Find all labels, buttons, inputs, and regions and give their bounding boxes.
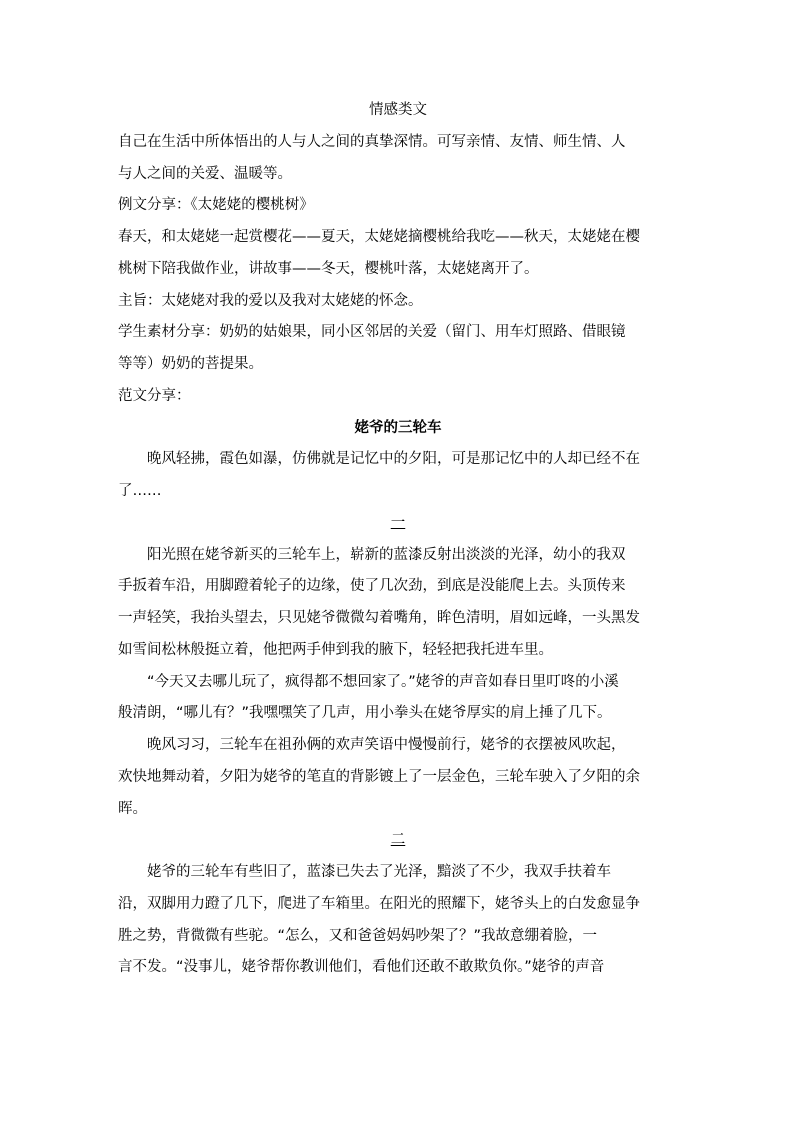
example-line-2: 桃树下陪我做作业，讲故事——冬天，樱桃叶落，太姥姥离开了。 — [118, 261, 539, 277]
section-marker-2-text: 二 — [390, 832, 406, 848]
section-marker-1 — [118, 513, 678, 533]
section-marker-2 — [118, 830, 678, 850]
section1-line-8: 欢快地舞动着，夕阳为姥爷的笔直的背影镀上了一层金色，三轮车驶入了夕阳的余 — [118, 769, 640, 785]
intro-line-2: 与人之间的关爱、温暖等。 — [118, 166, 292, 182]
section-title: 情感类文 — [369, 102, 427, 118]
section1-line-2: 手扳着车沿，用脚蹬着轮子的边缘，使了几次劲，到底是没能爬上去。头顶传来 — [118, 578, 626, 594]
theme-line: 主旨：太姥姥对我的爱以及我对太姥姥的怀念。 — [118, 293, 423, 309]
section1-line-9: 晖。 — [118, 801, 147, 817]
section1-line-6: 般清朗，“哪儿有？”我嘿嘿笑了几声，用小拳头在姥爷厚实的肩上捶了几下。 — [118, 705, 612, 721]
section1-line-7: 晚风习习，三轮车在祖孙俩的欢声笑语中慢慢前行，姥爷的衣摆被风吹起， — [118, 737, 626, 753]
example-line-1: 春天，和太姥姥一起赏樱花——夏天，太姥姥摘樱桃给我吃——秋天，太姥姥在樱 — [118, 229, 640, 245]
section1-line-1: 阳光照在姥爷新买的三轮车上，崭新的蓝漆反射出淡淡的光泽，幼小的我双 — [118, 547, 626, 563]
section2-line-3: 胜之势，背微微有些驼。“怎么，又和爸爸妈妈吵架了？”我故意绷着脸，一 — [118, 928, 598, 944]
section1-line-5: “今天又去哪儿玩了，疯得都不想回家了。”姥爷的声音如春日里叮咚的小溪 — [118, 674, 619, 690]
student-material-line-2: 等等）奶奶的菩提果。 — [118, 356, 263, 372]
section-marker-1-text: 一 — [390, 515, 406, 531]
essay-opening-line-1: 晚风轻拂，霞色如瀑，仿佛就是记忆中的夕阳，可是那记忆中的人却已经不在 — [118, 451, 640, 467]
section2-line-4: 言不发。“没事儿，姥爷帮你教训他们，看他们还敢不敢欺负你。”姥爷的声音 — [118, 959, 605, 975]
essay-title: 姥爷的三轮车 — [354, 420, 442, 436]
intro-line-1: 自己在生活中所体悟出的人与人之间的真挚深情。可写亲情、友情、师生情、人 — [118, 134, 626, 150]
essay-opening-line-2: 了…… — [118, 483, 162, 499]
student-material-line-1: 学生素材分享：奶奶的姑娘果，同小区邻居的关爱（留门、用车灯照路、借眼镜 — [118, 324, 626, 340]
section2-line-1: 姥爷的三轮车有些旧了，蓝漆已失去了光泽，黯淡了不少，我双手扶着车 — [118, 864, 611, 880]
model-label: 范文分享： — [118, 388, 191, 404]
section2-line-2: 沿，双脚用力蹬了几下，爬进了车箱里。在阳光的照耀下，姥爷头上的白发愈显争 — [118, 896, 640, 912]
example-label: 例文分享：《太姥姥的樱桃树》 — [118, 197, 314, 213]
section1-line-4: 如雪间松林般挺立着，他把两手伸到我的腋下，轻轻把我托进车里。 — [118, 642, 553, 658]
section1-line-3: 一声轻笑，我抬头望去，只见姥爷微微勾着嘴角，眸色清明，眉如远峰，一头黑发 — [118, 610, 640, 626]
